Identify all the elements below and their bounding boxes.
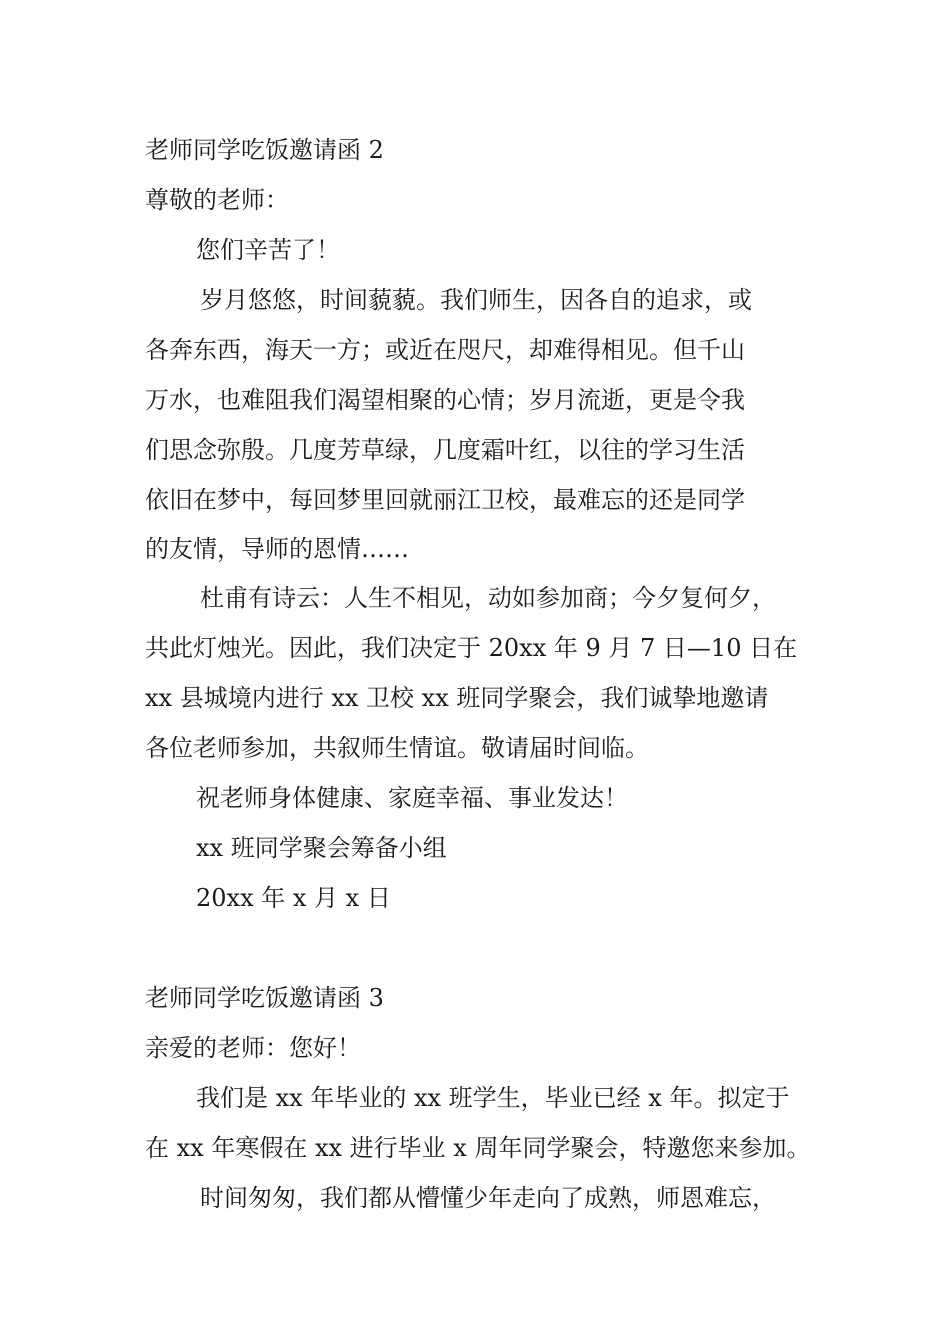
closing-wishes: 祝老师身体健康、家庭幸福、事业发达！ bbox=[196, 784, 628, 812]
salutation: 尊敬的老师： bbox=[145, 186, 289, 214]
paragraph-line: xx 县城境内进行 xx 卫校 xx 班同学聚会，我们诚挚地邀请 bbox=[145, 684, 769, 712]
signature: xx 班同学聚会筹备小组 bbox=[196, 834, 447, 862]
paragraph-line: 共此灯烛光。因此，我们决定于 20xx 年 9 月 7 日—10 日在 bbox=[145, 634, 798, 662]
date: 20xx 年 x 月 x 日 bbox=[196, 884, 391, 912]
paragraph-line: 我们是 xx 年毕业的 xx 班学生，毕业已经 x 年。拟定于 bbox=[196, 1084, 790, 1112]
paragraph-line: 各位老师参加，共叙师生情谊。敬请届时间临。 bbox=[145, 734, 649, 762]
paragraph-line: 们思念弥殷。几度芳草绿，几度霜叶红，以往的学习生活 bbox=[145, 436, 745, 464]
paragraph-line: 杜甫有诗云：人生不相见，动如参加商；今夕复何夕， bbox=[200, 584, 776, 612]
paragraph-line: 的友情，导师的恩情…… bbox=[145, 535, 409, 563]
paragraph-line: 时间匆匆，我们都从懵懂少年走向了成熟，师恩难忘， bbox=[200, 1184, 776, 1212]
paragraph-line: 在 xx 年寒假在 xx 进行毕业 x 周年同学聚会，特邀您来参加。 bbox=[145, 1134, 811, 1162]
letter-title: 老师同学吃饭邀请函 2 bbox=[145, 136, 384, 164]
greeting: 您们辛苦了！ bbox=[196, 236, 340, 264]
salutation: 亲爱的老师：您好！ bbox=[145, 1034, 361, 1062]
paragraph-line: 万水，也难阻我们渴望相聚的心情；岁月流逝，更是令我 bbox=[145, 386, 745, 414]
letter-title: 老师同学吃饭邀请函 3 bbox=[145, 984, 384, 1012]
paragraph-line: 各奔东西，海天一方；或近在咫尺，却难得相见。但千山 bbox=[145, 336, 745, 364]
paragraph-line: 岁月悠悠，时间藐藐。我们师生，因各自的追求，或 bbox=[200, 286, 752, 314]
paragraph-line: 依旧在梦中，每回梦里回就丽江卫校，最难忘的还是同学 bbox=[145, 486, 745, 514]
